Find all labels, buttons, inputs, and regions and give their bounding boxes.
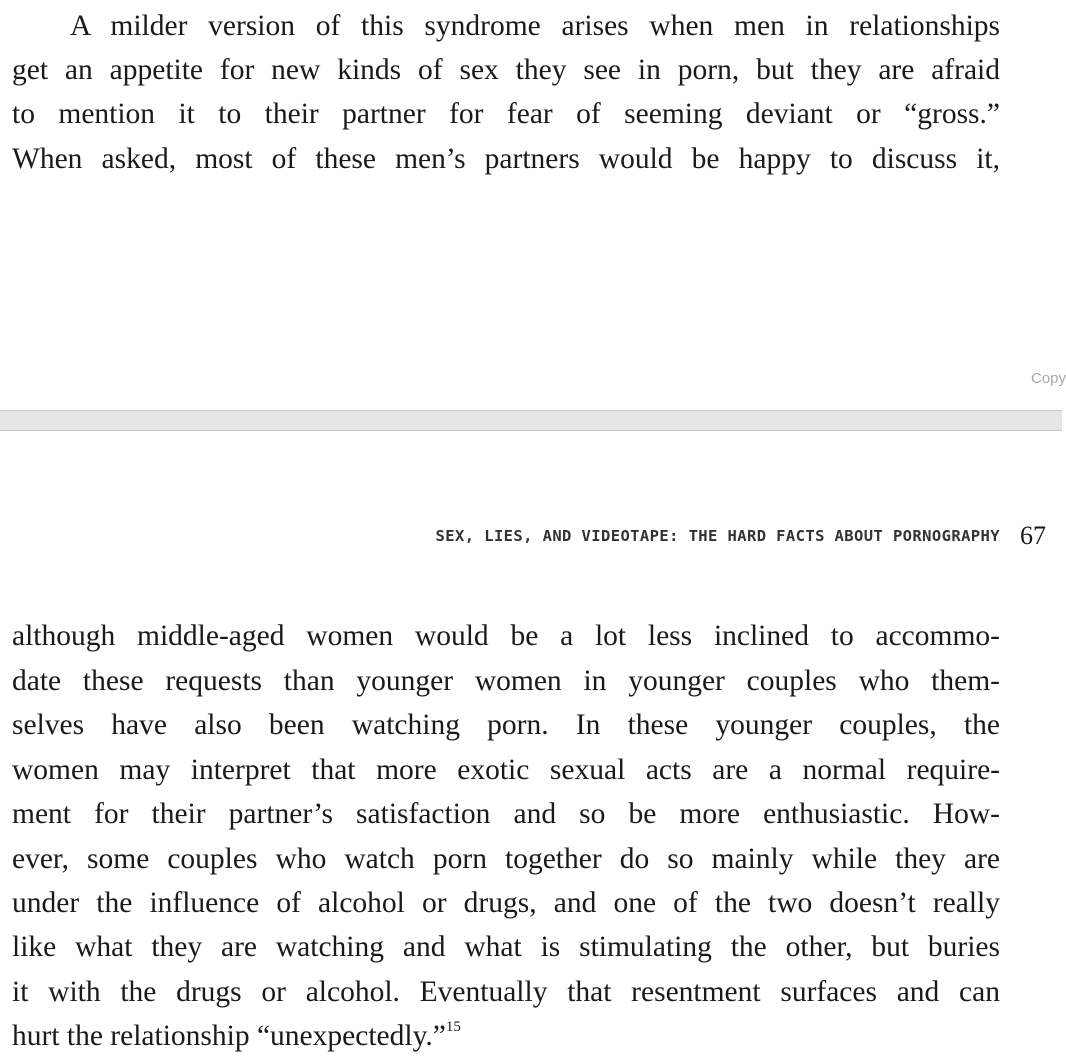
text-line-last — [12, 1014, 1000, 1058]
text-line: it with the drugs or alcohol. Eventually that resentment surfaces and can — [12, 976, 1000, 1008]
text-line: although middle-aged women would be a lot less inclined to accommo- — [12, 620, 1000, 652]
text-line: under the influence of alcohol or drugs, and one of the two doesn’t really — [12, 887, 1000, 919]
text-line: ever, some couples who watch porn together do so mainly while they are — [12, 843, 1000, 875]
footnote-ref[interactable]: 15 — [445, 1019, 461, 1035]
text-line: When asked, most of these men’s partners would be happy to discuss it, — [12, 143, 1000, 175]
text-line: like what they are watching and what is stimulating the other, but buries — [12, 931, 1000, 963]
text-line: get an appetite for new kinds of sex they see in porn, but they are afraid — [12, 54, 1000, 86]
top-page — [0, 0, 1066, 410]
text-line: hurt the relationship “unexpectedly.” — [12, 1020, 446, 1052]
text-line: A milder version of this syndrome arises when men in relationships — [70, 10, 1000, 42]
text-line: women may interpret that more exotic sexual acts are a normal require- — [12, 754, 1000, 786]
text-line: ment for their partner’s satisfaction and so be more enthusiastic. How- — [12, 798, 1000, 830]
copyright-notice: Copy — [1030, 370, 1066, 387]
text-line: selves have also been watching porn. In these younger couples, the — [12, 709, 1000, 741]
bottom-page — [0, 431, 1062, 1064]
text-line: date these requests than younger women in younger couples who them- — [12, 665, 1000, 697]
page-number: 67 — [1020, 521, 1046, 550]
running-head: SEX, LIES, AND VIDEOTAPE: THE HARD FACTS ABOUT PORNOGRAPHY — [435, 527, 1000, 545]
text-line: to mention it to their partner for fear of seeming deviant or “gross.” — [12, 98, 1000, 130]
page-separator — [0, 410, 1062, 431]
